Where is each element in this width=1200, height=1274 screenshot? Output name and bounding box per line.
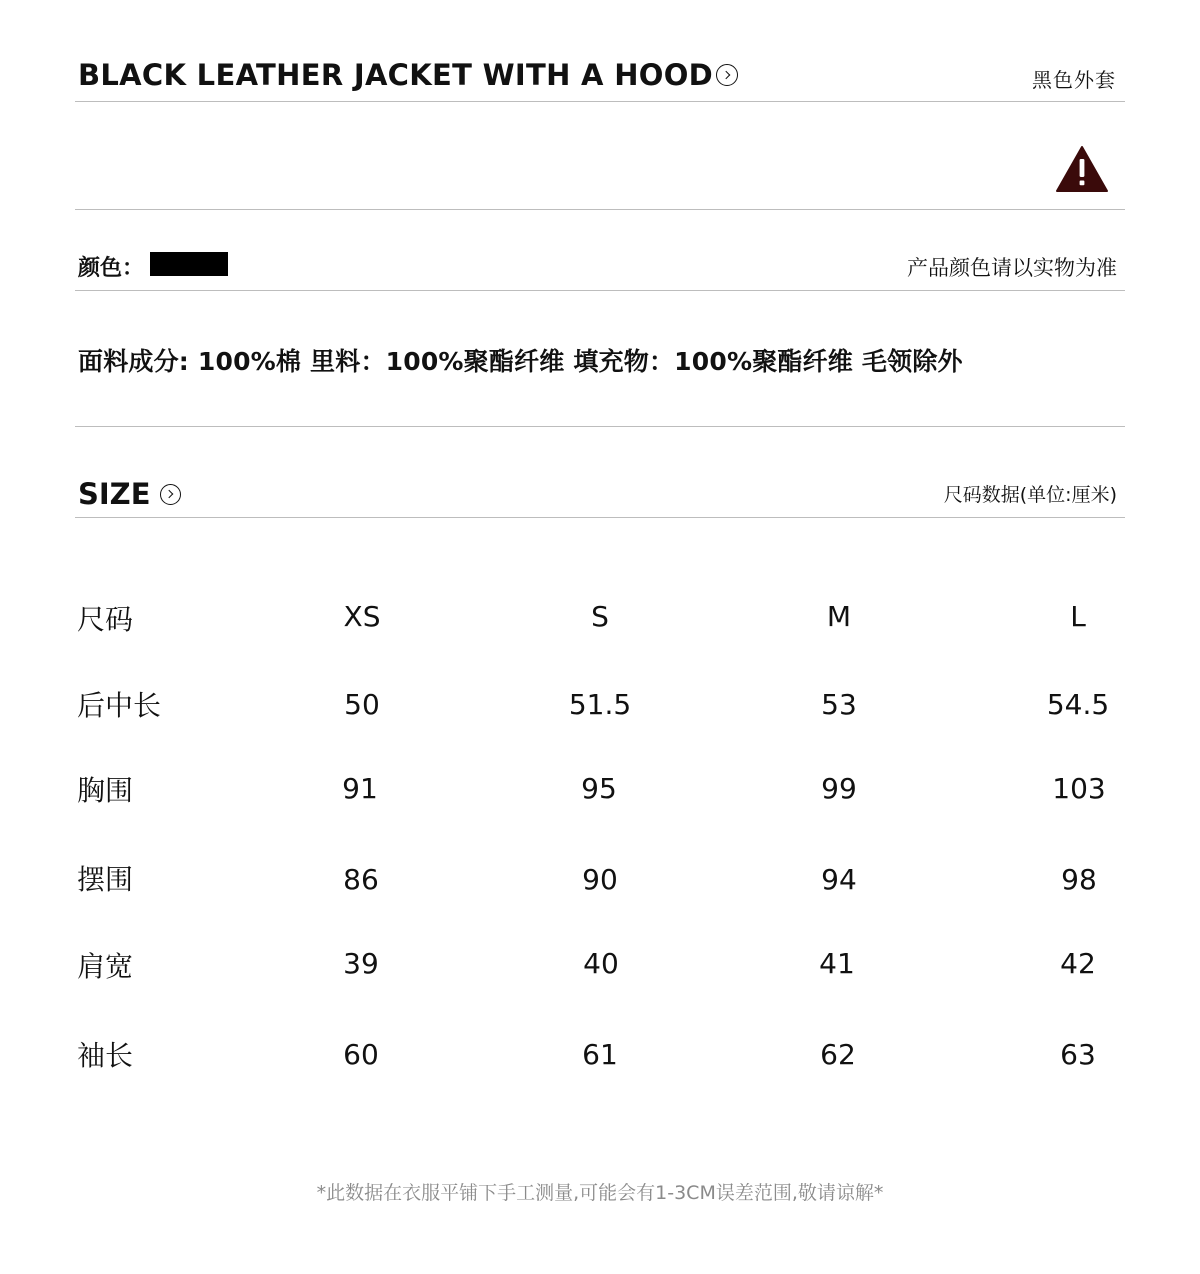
row-label: 后中长 bbox=[77, 689, 162, 722]
row-label: 袖长 bbox=[77, 1039, 134, 1072]
size-unit-note: 尺码数据(单位:厘米) bbox=[943, 484, 1117, 506]
row-label: 摆围 bbox=[77, 863, 134, 896]
color-note: 产品颜色请以实物为准 bbox=[907, 256, 1117, 280]
table-cell: 50 bbox=[344, 688, 380, 721]
table-cell: 41 bbox=[819, 947, 855, 980]
table-cell: 90 bbox=[582, 863, 618, 896]
table-header-label: 尺码 bbox=[77, 603, 134, 636]
table-cell: 51.5 bbox=[568, 688, 632, 721]
color-label: 颜色： bbox=[78, 256, 145, 281]
row-label: 胸围 bbox=[77, 774, 134, 807]
color-swatch bbox=[150, 252, 228, 276]
table-cell: 63 bbox=[1060, 1038, 1096, 1071]
table-cell: 91 bbox=[342, 772, 378, 805]
table-cell: 94 bbox=[821, 863, 857, 896]
table-header-l: L bbox=[1070, 600, 1086, 633]
table-cell: 39 bbox=[343, 947, 379, 980]
row-label: 肩宽 bbox=[77, 950, 134, 983]
table-header-xs: XS bbox=[343, 600, 381, 633]
size-section-title bbox=[78, 477, 181, 511]
measurement-disclaimer: *此数据在衣服平铺下手工测量,可能会有1-3CM误差范围,敬请谅解* bbox=[316, 1182, 884, 1204]
table-cell: 86 bbox=[343, 863, 379, 896]
product-title-text: BLACK LEATHER JACKET WITH A HOOD bbox=[78, 58, 714, 92]
product-title bbox=[78, 58, 738, 92]
divider bbox=[75, 290, 1125, 291]
table-cell: 103 bbox=[1052, 772, 1106, 805]
divider bbox=[75, 426, 1125, 427]
product-subtitle: 黑色外套 bbox=[1032, 68, 1116, 92]
divider bbox=[75, 209, 1125, 210]
table-cell: 42 bbox=[1060, 947, 1096, 980]
table-cell: 62 bbox=[820, 1038, 856, 1071]
table-header-m: M bbox=[826, 600, 852, 633]
warning-triangle-icon bbox=[1055, 145, 1109, 193]
chevron-right-circle-icon[interactable] bbox=[160, 484, 181, 505]
table-cell: 60 bbox=[343, 1038, 379, 1071]
chevron-right-circle-icon[interactable] bbox=[716, 64, 738, 86]
table-cell: 40 bbox=[583, 947, 619, 980]
table-cell: 61 bbox=[582, 1038, 618, 1071]
table-cell: 95 bbox=[581, 772, 617, 805]
divider bbox=[75, 101, 1125, 102]
table-cell: 54.5 bbox=[1046, 688, 1110, 721]
table-header-s: S bbox=[591, 600, 609, 633]
table-cell: 53 bbox=[821, 688, 857, 721]
table-cell: 99 bbox=[821, 772, 857, 805]
divider bbox=[75, 517, 1125, 518]
fabric-composition: 面料成分: 100%棉 里料：100%聚酯纤维 填充物：100%聚酯纤维 毛领除外 bbox=[78, 347, 963, 376]
table-cell: 98 bbox=[1061, 863, 1097, 896]
size-title-text: SIZE bbox=[78, 477, 151, 511]
